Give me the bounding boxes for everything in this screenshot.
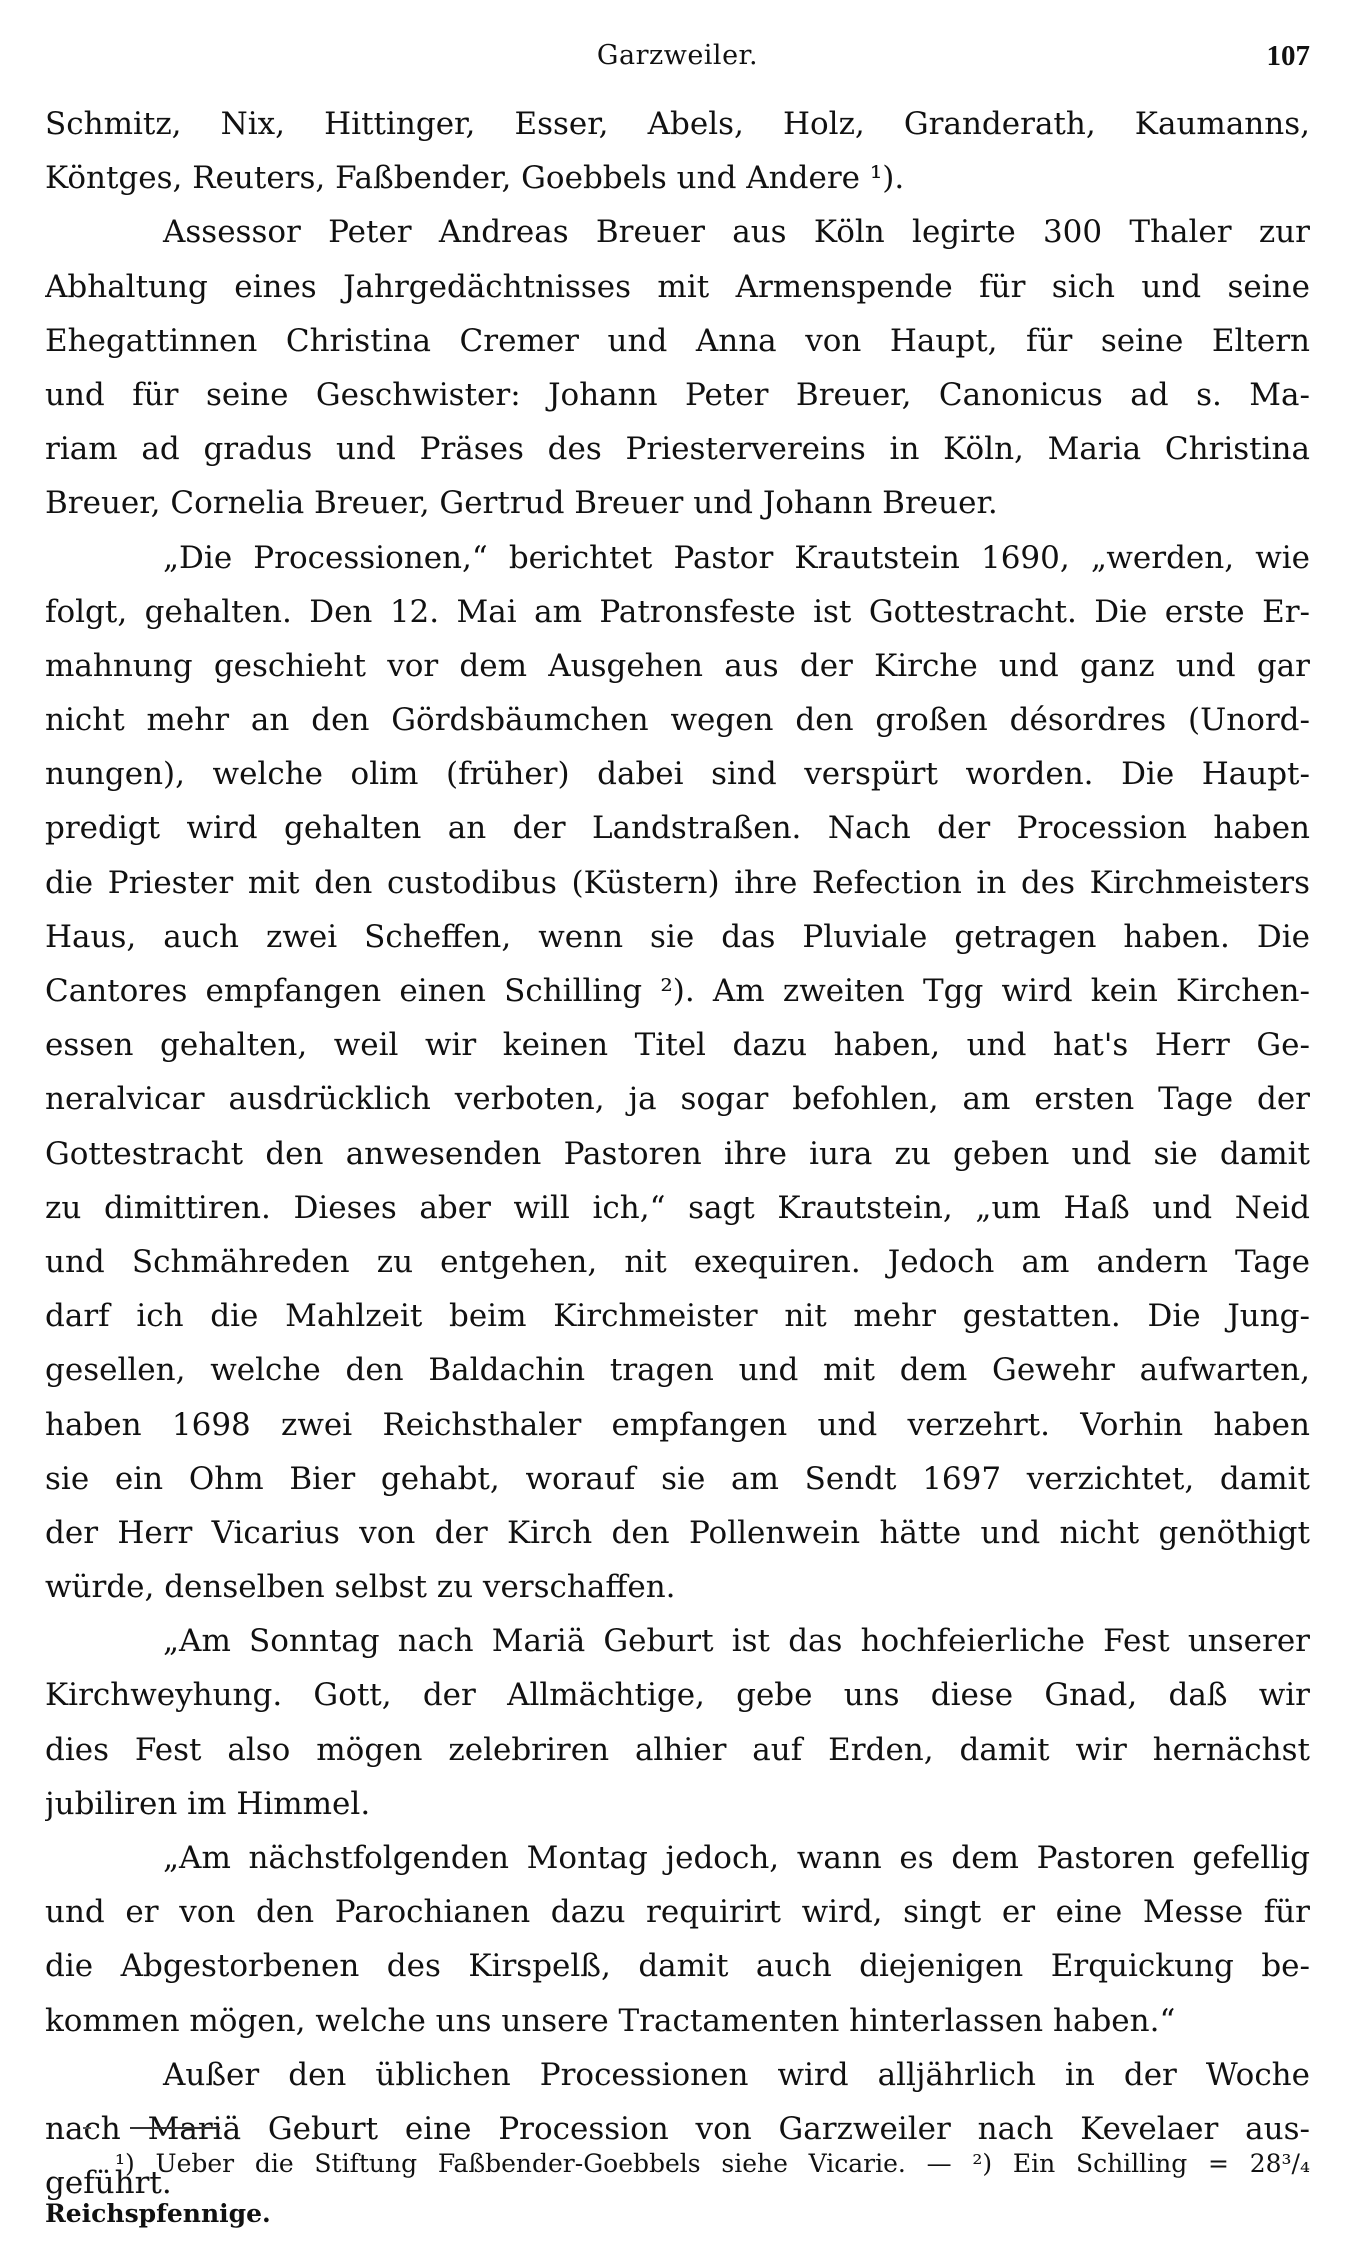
text-line: Kirchweyhung. Gott, der Allmächtige, gebe uns diese Gnad, daß wir — [45, 1677, 1310, 1714]
text-line: Assessor Peter Andreas Breuer aus Köln legirte 300 Thaler zur — [163, 214, 1310, 251]
text-line: predigt wird gehalten an der Landstraßen. Nach der Procession haben — [45, 810, 1310, 847]
text-line: neralvicar ausdrücklich verboten, ja sogar befohlen, am ersten Tage der — [45, 1081, 1310, 1118]
text-line: „Am nächstfolgenden Montag jedoch, wann es dem Pastoren gefellig — [163, 1840, 1310, 1876]
running-head — [45, 40, 1310, 80]
text-line: geführt. — [45, 2165, 172, 2202]
footnote-line: ¹) Ueber die Stiftung Faßbender-Goebbels siehe Vicarie. — ²) Ein Schilling = 28³/₄ — [115, 2149, 1310, 2178]
text-line: „Die Processionen,“ berichtet Pastor Krautstein 1690, „werden, wie — [163, 539, 1310, 576]
text-line: mahnung geschieht vor dem Ausgehen aus der Kirche und ganz und gar — [45, 647, 1310, 684]
text-line: essen gehalten, weil wir keinen Titel dazu haben, und hat's Herr Ge- — [45, 1027, 1310, 1064]
text-line: gesellen, welche den Baldachin tragen und mit dem Gewehr aufwarten, — [45, 1352, 1310, 1389]
text-line: dies Fest also mögen zelebriren alhier auf Erden, damit wir hernächst — [45, 1731, 1310, 1768]
text-line: kommen mögen, welche uns unsere Tractamenten hinterlassen haben.“ — [45, 2002, 1176, 2039]
text-line: nungen), welche olim (früher) dabei sind verspürt worden. Die Haupt- — [45, 756, 1310, 793]
text-line: nicht mehr an den Gördsbäumchen wegen den großen désordres (Unord- — [45, 702, 1310, 739]
text-line: haben 1698 zwei Reichsthaler empfangen und verzehrt. Vorhin haben — [45, 1406, 1310, 1443]
text-line: jubiliren im Himmel. — [45, 1785, 371, 1822]
text-line: riam ad gradus und Präses des Priestervereins in Köln, Maria Christina — [45, 431, 1310, 468]
text-line: der Herr Vicarius von der Kirch den Pollenwein hätte und nicht genöthigt — [45, 1514, 1310, 1551]
text-line: nach Mariä Geburt eine Procession von Garzweiler nach Kevelaer aus- — [45, 2110, 1310, 2147]
text-line: „Am Sonntag nach Mariä Geburt ist das hochfeierliche Fest unserer — [163, 1623, 1310, 1660]
text-line: die Abgestorbenen des Kirspelß, damit auch diejenigen Erquickung be- — [45, 1948, 1310, 1985]
text-line: Abhaltung eines Jahrgedächtnisses mit Armenspende für sich und seine — [45, 268, 1310, 305]
page-number: 107 — [1266, 40, 1310, 72]
footnote-line: Reichspfennige. — [45, 2199, 271, 2228]
text-line: Außer den üblichen Processionen wird alljährlich in der Woche — [163, 2056, 1310, 2093]
footnote-rule-mark — [83, 2127, 91, 2129]
text-line: Ehegattinnen Christina Cremer und Anna von Haupt, für seine Eltern — [45, 322, 1310, 359]
text-line: Köntges, Reuters, Faßbender, Goebbels und Andere ¹). — [45, 160, 905, 197]
text-line: Cantores empfangen einen Schilling ²). Am zweiten Tgg wird kein Kirchen- — [45, 973, 1310, 1009]
text-line: Gottestracht den anwesenden Pastoren ihre iura zu geben und sie damit — [45, 1135, 1310, 1172]
text-line: Haus, auch zwei Scheffen, wenn sie das Pluviale getragen haben. Die — [45, 918, 1310, 955]
text-line: Breuer, Cornelia Breuer, Gertrud Breuer und Johann Breuer. — [45, 485, 998, 522]
text-line: die Priester mit den custodibus (Küstern) ihre Refection in des Kirchmeisters — [45, 864, 1310, 901]
footnote-rule — [130, 2127, 220, 2129]
text-line: und Schmähreden zu entgehen, nit exequiren. Jedoch am andern Tage — [45, 1243, 1310, 1280]
text-line: darf ich die Mahlzeit beim Kirchmeister nit mehr gestatten. Die Jung- — [45, 1298, 1310, 1335]
text-line: würde, denselben selbst zu verschaffen. — [45, 1569, 676, 1606]
text-line: und für seine Geschwister: Johann Peter Breuer, Canonicus ad s. Ma- — [45, 376, 1310, 413]
body-text — [45, 97, 1310, 2210]
text-line: Schmitz, Nix, Hittinger, Esser, Abels, Holz, Granderath, Kaumanns, — [45, 106, 1310, 142]
text-line: sie ein Ohm Bier gehabt, worauf sie am Sendt 1697 verzichtet, damit — [45, 1460, 1310, 1497]
footnotes — [45, 2140, 1310, 2240]
text-line: zu dimittiren. Dieses aber will ich,“ sagt Krautstein, „um Haß und Neid — [45, 1189, 1310, 1226]
text-line: folgt, gehalten. Den 12. Mai am Patronsfeste ist Gottestracht. Die erste Er- — [45, 593, 1310, 630]
text-line: und er von den Parochianen dazu requirirt wird, singt er eine Messe für — [45, 1894, 1310, 1931]
running-title: Garzweiler. — [596, 40, 759, 71]
